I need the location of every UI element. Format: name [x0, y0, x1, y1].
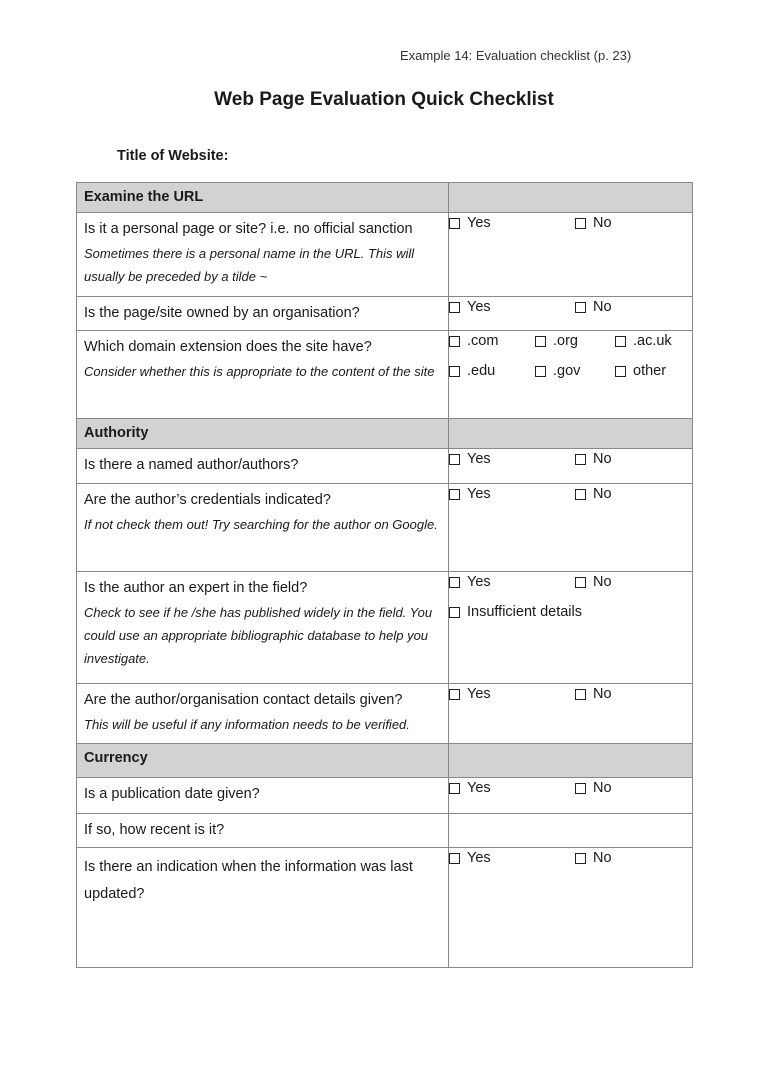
checkbox-yes[interactable]: Yes — [449, 213, 575, 233]
question-text: Is it a personal page or site? i.e. no official sanction — [84, 221, 413, 237]
question-text: Is there a named author/authors? — [84, 457, 299, 473]
checkbox-no[interactable]: No — [575, 778, 612, 798]
table-row — [77, 778, 693, 814]
question-text: Is the page/site owned by an organisation? — [84, 305, 360, 321]
question-note: This will be useful if any information needs to be verified. — [84, 717, 410, 732]
checkbox-yes[interactable]: Yes — [449, 848, 575, 868]
table-row — [77, 684, 693, 744]
checkbox-other[interactable]: other — [615, 361, 666, 381]
question-note: Check to see if he /she has published widely in the field. You could use an appropriate bibliographic database to help you investigate. — [84, 605, 433, 666]
question-text: Are the author/organisation contact details given? — [84, 692, 403, 708]
question-text: Are the author’s credentials indicated? — [84, 492, 331, 508]
checkbox-yes[interactable]: Yes — [449, 484, 575, 504]
table-row — [77, 814, 693, 848]
question-text: Which domain extension does the site have? — [84, 339, 372, 355]
question-text: Is a publication date given? — [84, 786, 260, 802]
table-row — [77, 572, 693, 684]
checkbox-icon[interactable] — [575, 302, 586, 313]
checkbox-icon[interactable] — [615, 336, 626, 347]
checkbox-icon[interactable] — [449, 489, 460, 500]
checkbox-no[interactable]: No — [575, 684, 612, 704]
checkbox-yes[interactable]: Yes — [449, 449, 575, 469]
checkbox-edu[interactable]: .edu — [449, 361, 535, 381]
section-title: Examine the URL — [84, 189, 204, 205]
checkbox-icon[interactable] — [575, 689, 586, 700]
checkbox-icon[interactable] — [535, 336, 546, 347]
checkbox-ac-uk[interactable]: .ac.uk — [615, 331, 672, 351]
checkbox-no[interactable]: No — [575, 449, 612, 469]
section-title: Authority — [84, 425, 149, 441]
question-note: If not check them out! Try searching for the author on Google. — [84, 517, 438, 532]
question-note: Sometimes there is a personal name in the URL. This will usually be preceded by a tilde ~ — [84, 246, 415, 284]
checkbox-no[interactable]: No — [575, 297, 612, 317]
checkbox-no[interactable]: No — [575, 572, 612, 592]
question-text: Is there an indication when the information was last updated? — [84, 859, 413, 902]
checkbox-icon[interactable] — [449, 783, 460, 794]
checkbox-icon[interactable] — [615, 366, 626, 377]
question-text: If so, how recent is it? — [84, 822, 225, 838]
checkbox-icon[interactable] — [449, 454, 460, 465]
checkbox-no[interactable]: No — [575, 484, 612, 504]
checkbox-icon[interactable] — [575, 783, 586, 794]
checkbox-no[interactable]: No — [575, 213, 612, 233]
checkbox-icon[interactable] — [449, 302, 460, 313]
question-note: Consider whether this is appropriate to the content of the site — [84, 364, 435, 379]
checkbox-icon[interactable] — [449, 577, 460, 588]
checkbox-icon[interactable] — [535, 366, 546, 377]
checkbox-icon[interactable] — [575, 454, 586, 465]
checkbox-icon[interactable] — [449, 366, 460, 377]
page-title: Web Page Evaluation Quick Checklist — [214, 89, 554, 110]
checkbox-no[interactable]: No — [575, 848, 612, 868]
table-row — [77, 484, 693, 572]
checkbox-icon[interactable] — [575, 489, 586, 500]
checkbox-icon[interactable] — [449, 336, 460, 347]
checkbox-yes[interactable]: Yes — [449, 297, 575, 317]
table-row — [77, 331, 693, 419]
section-header-authority — [77, 419, 693, 449]
checkbox-icon[interactable] — [449, 689, 460, 700]
checkbox-yes[interactable]: Yes — [449, 572, 575, 592]
question-text: Is the author an expert in the field? — [84, 580, 308, 596]
site-title-label: Title of Website: — [117, 148, 229, 164]
checkbox-icon[interactable] — [575, 218, 586, 229]
checkbox-gov[interactable]: .gov — [535, 361, 615, 381]
checkbox-org[interactable]: .org — [535, 331, 615, 351]
section-header-currency — [77, 744, 693, 778]
table-row — [77, 848, 693, 968]
checkbox-yes[interactable]: Yes — [449, 778, 575, 798]
section-header-url — [77, 183, 693, 213]
checkbox-com[interactable]: .com — [449, 331, 535, 351]
table-row — [77, 449, 693, 484]
checkbox-icon[interactable] — [449, 607, 460, 618]
checkbox-icon[interactable] — [575, 577, 586, 588]
table-row — [77, 213, 693, 297]
checkbox-icon[interactable] — [449, 853, 460, 864]
checkbox-icon[interactable] — [449, 218, 460, 229]
answer-cell[interactable] — [449, 814, 693, 848]
table-row — [77, 297, 693, 331]
checkbox-yes[interactable]: Yes — [449, 684, 575, 704]
section-title: Currency — [84, 750, 148, 766]
checkbox-icon[interactable] — [575, 853, 586, 864]
checkbox-insufficient-details[interactable]: Insufficient details — [449, 602, 582, 622]
checklist-table — [76, 182, 693, 968]
header-note: Example 14: Evaluation checklist (p. 23) — [400, 48, 632, 63]
